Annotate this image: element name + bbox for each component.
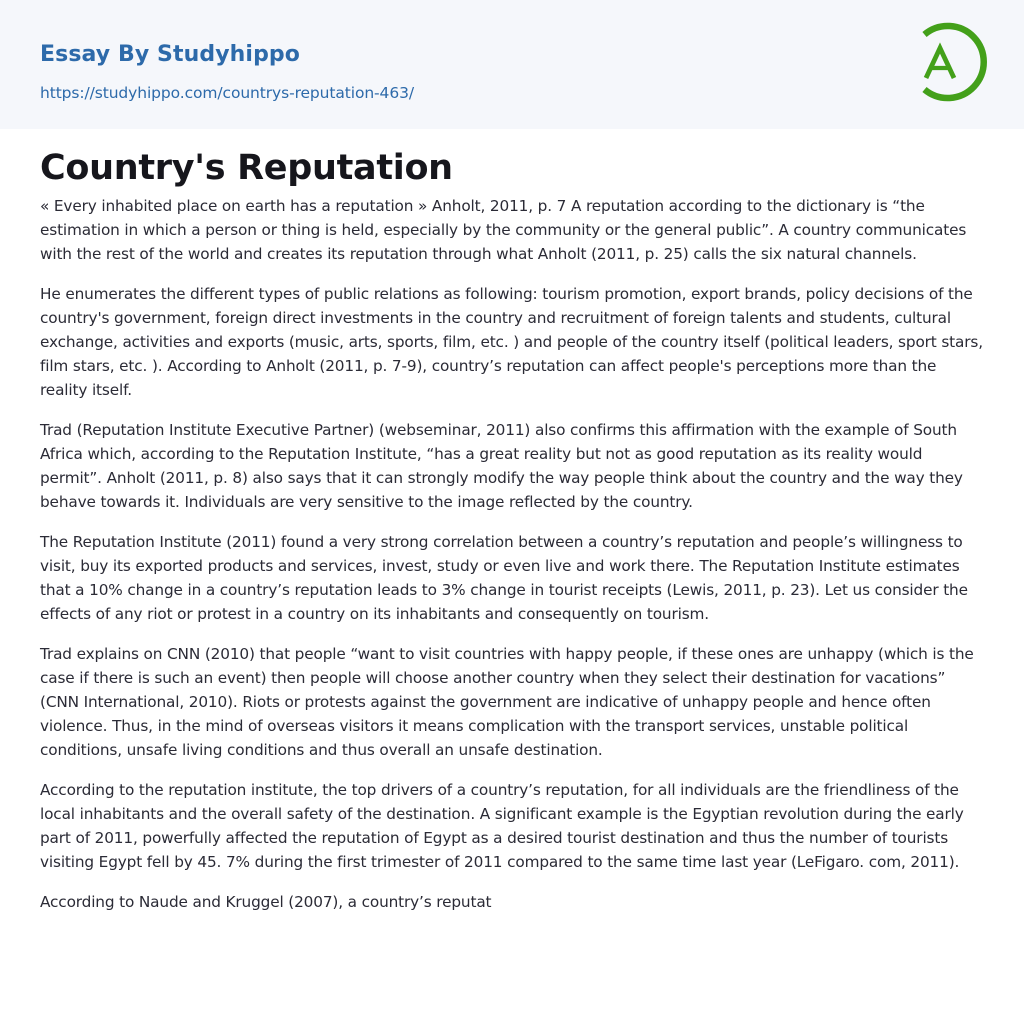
article-body — [40, 194, 988, 930]
studyhippo-a-logo-icon — [910, 18, 988, 106]
paragraph-truncated: According to Naude and Kruggel (2007), a country’s reputat — [40, 893, 492, 911]
paragraph: « Every inhabited place on earth has a reputation » Anholt, 2011, p. 7 A reputation according to the dictionary is “the estimation in which a person or thing is held, especially by the community or the general public”. A country communicates with the rest of the world and creates its reputation through what Anholt (2011, p. 25) calls the six natural channels. — [40, 197, 967, 263]
paragraph: Trad explains on CNN (2010) that people “want to visit countries with happy people, if these ones are unhappy (which is the case if there is such an event) then people will choose another country when they select their destination for vacations” (CNN International, 2010). Riots or protests against the government are indicative of unhappy people and hence often violence. Thus, in the mind of overseas visitors it means complication with the transport services, unstable political conditions, unsafe living conditions and thus overall an unsafe destination. — [40, 645, 974, 759]
paragraph: Trad (Reputation Institute Executive Partner) (webseminar, 2011) also confirms this affirmation with the example of South Africa which, according to the Reputation Institute, “has a great reality but not as good reputation as its reality would permit”. Anholt (2011, p. 8) also says that it can strongly modify the way people think about the country and the way they behave towards it. Individuals are very sensitive to the image reflected by the country. — [40, 421, 963, 511]
paragraph: The Reputation Institute (2011) found a very strong correlation between a country’s reputation and people’s willingness to visit, buy its exported products and services, invest, study or even live and work there. The Reputation Institute estimates that a 10% change in a country’s reputation leads to 3% change in tourist receipts (Lewis, 2011, p. 23). Let us consider the effects of any riot or protest in a country on its inhabitants and consequently on tourism. — [40, 533, 968, 623]
brand-title: Essay By Studyhippo — [40, 42, 300, 67]
paragraph: He enumerates the different types of public relations as following: tourism promotion, export brands, policy decisions of the country's government, foreign direct investments in the country and recruitment of foreign talents and students, cultural exchange, activities and exports (music, arts, sports, film, etc. ) and people of the country itself (political leaders, sport stars, film stars, etc. ). According to Anholt (2011, p. 7-9), country’s reputation can affect people's perceptions more than the reality itself. — [40, 285, 983, 399]
source-url-link[interactable]: https://studyhippo.com/countrys-reputation-463/ — [40, 84, 414, 102]
page-title: Country's Reputation — [40, 148, 453, 188]
studyhippo-logo[interactable] — [910, 18, 988, 106]
paragraph: According to the reputation institute, the top drivers of a country’s reputation, for all individuals are the friendliness of the local inhabitants and the overall safety of the destination. A significant example is the Egyptian revolution during the early part of 2011, powerfully affected the reputation of Egypt as a desired tourist destination and thus the number of tourists visiting Egypt fell by 45. 7% during the first trimester of 2011 compared to the same time last year (LeFigaro. com, 2011). — [40, 781, 964, 871]
